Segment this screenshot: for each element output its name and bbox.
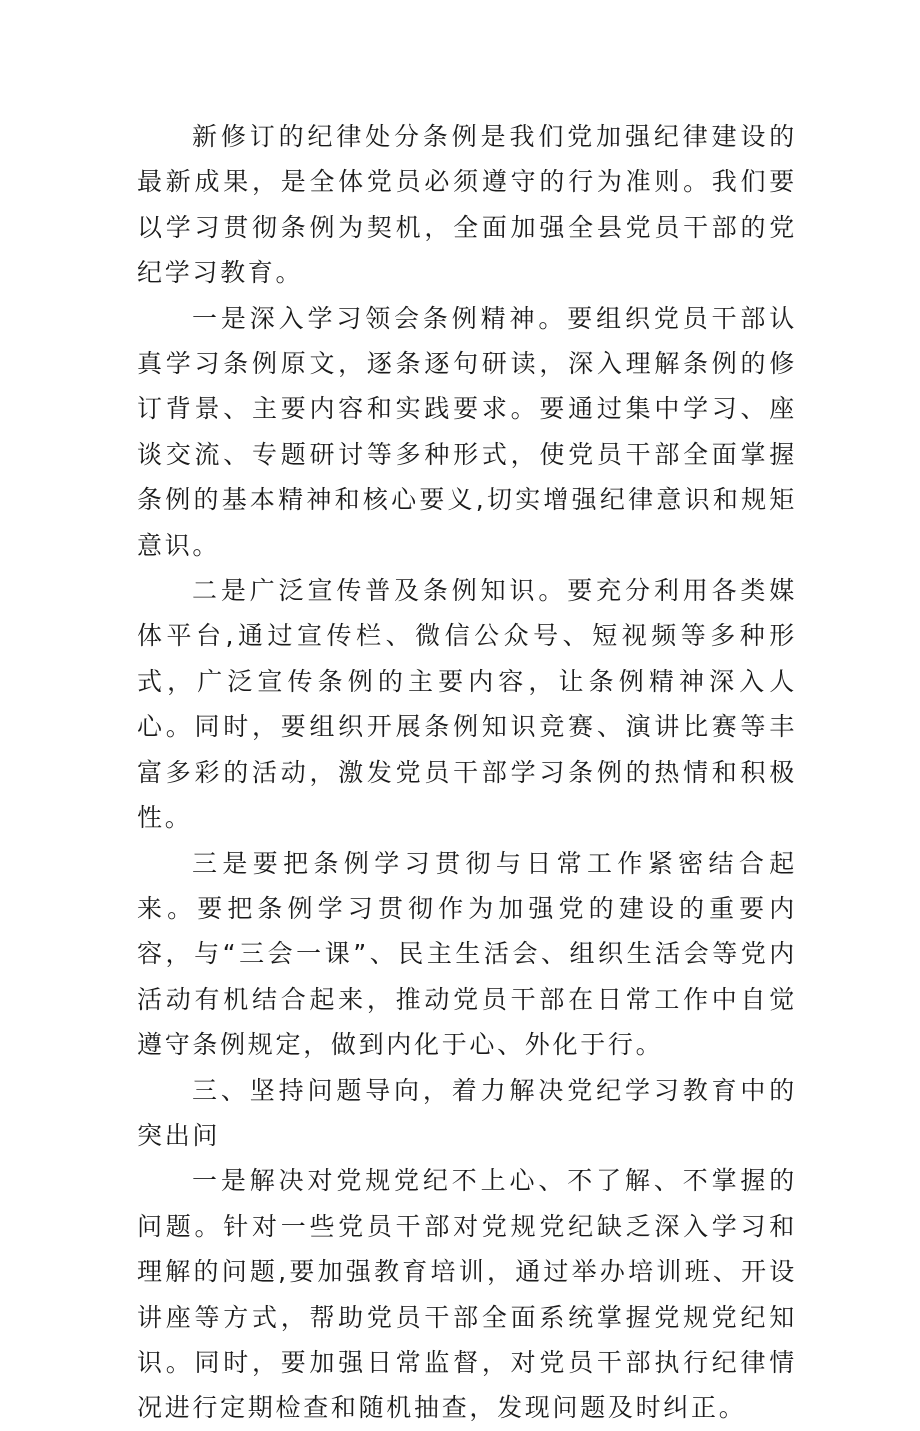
paragraph-study-spirit: 一是深入学习领会条例精神。要组织党员干部认真学习条例原文，逐条逐句研读，深入理解条例的修订背景、主要内容和实践要求。要通过集中学习、座谈交流、专题研讨等多种形式，使党员干部全面掌握条例的基本精神和核心要义,切实增强纪律意识和规矩意识。: [137, 303, 797, 560]
paragraph-intro: 新修订的纪律处分条例是我们党加强纪律建设的最新成果，是全体党员必须遵守的行为准则。我们要以学习贯彻条例为契机，全面加强全县党员干部的党纪学习教育。: [137, 122, 797, 288]
section-heading-problem-oriented: 三、坚持问题导向，着力解决党纪学习教育中的突出问: [137, 1075, 797, 1150]
document-body: [137, 114, 797, 1431]
paragraph-publicity: 二是广泛宣传普及条例知识。要充分利用各类媒体平台,通过宣传栏、微信公众号、短视频等多种形式，广泛宣传条例的主要内容，让条例精神深入人心。同时，要组织开展条例知识竞赛、演讲比赛等丰富多彩的活动，激发党员干部学习条例的热情和积极性。: [137, 576, 797, 833]
paragraph-combine-work: 三是要把条例学习贯彻与日常工作紧密结合起来。要把条例学习贯彻作为加强党的建设的重要内容，与“三会一课”、民主生活会、组织生活会等党内活动有机结合起来，推动党员干部在日常工作中自觉遵守条例规定，做到内化于心、外化于行。: [137, 848, 797, 1060]
paragraph-solve-problems: 一是解决对党规党纪不上心、不了解、不掌握的问题。针对一些党员干部对党规党纪缺乏深入学习和理解的问题,要加强教育培训，通过举办培训班、开设讲座等方式，帮助党员干部全面系统掌握党规党纪知识。同时，要加强日常监督，对党员干部执行纪律情况进行定期检查和随机抽查，发现问题及时纠正。: [137, 1166, 797, 1423]
